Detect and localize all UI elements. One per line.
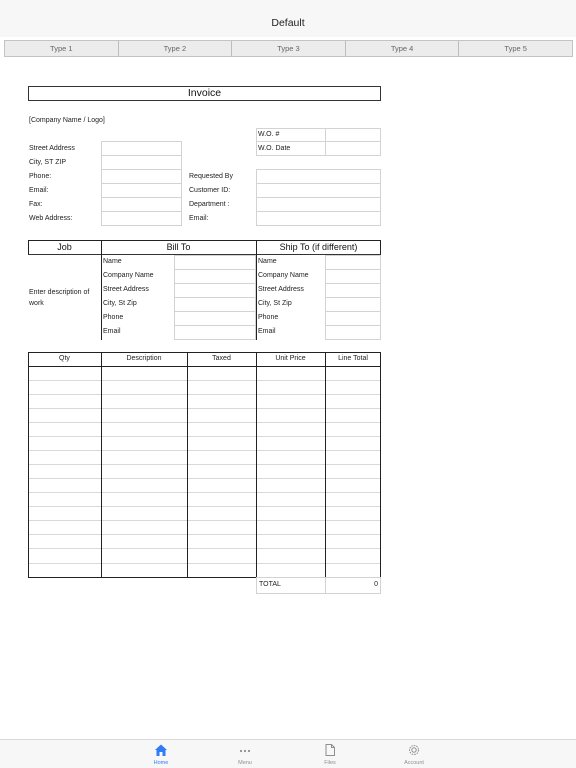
bill-to-header: Bill To [101, 241, 256, 255]
items-col-line [187, 352, 188, 578]
segment-type-1[interactable]: Type 1 [5, 41, 119, 56]
tab-home[interactable] [131, 740, 191, 768]
home-icon [154, 743, 168, 757]
department-field[interactable] [256, 197, 381, 212]
ship-street-label: Street Address [258, 286, 304, 293]
wo-date-label: W.O. Date [258, 145, 291, 152]
street-address-label: Street Address [29, 145, 75, 152]
customer-id-label: Customer ID: [189, 187, 231, 194]
ship-company-field[interactable] [325, 269, 381, 284]
more-dots-icon [238, 743, 252, 757]
table-row[interactable] [28, 548, 381, 549]
table-row[interactable] [28, 380, 381, 381]
segment-type-2[interactable]: Type 2 [119, 41, 233, 56]
city-state-zip-field[interactable] [101, 155, 182, 170]
job-header: Job [28, 241, 101, 255]
segment-type-5[interactable]: Type 5 [504, 44, 527, 53]
requested-by-field[interactable] [256, 169, 381, 184]
ship-city-field[interactable] [325, 297, 381, 312]
bill-phone-field[interactable] [174, 311, 256, 326]
table-row[interactable] [28, 450, 381, 451]
department-label: Department : [189, 201, 230, 208]
table-row[interactable] [28, 408, 381, 409]
ship-phone-field[interactable] [325, 311, 381, 326]
tab-menu-label: Menu [238, 760, 252, 766]
section-left-border [28, 240, 29, 254]
wo-date-field[interactable] [325, 141, 381, 156]
ship-phone-label: Phone [258, 314, 279, 321]
section-divider-2 [256, 240, 257, 340]
tab-account-label: Account [404, 760, 424, 766]
line-total-column-header: Line Total [338, 355, 368, 362]
bill-company-field[interactable] [174, 269, 256, 284]
items-col-line [325, 352, 326, 578]
segment-type-4[interactable]: Type 4 [346, 41, 460, 56]
tab-files[interactable] [300, 740, 360, 768]
tab-bar [0, 739, 576, 768]
ship-to-header: Ship To (if different) [256, 241, 381, 255]
total-value: 0 [374, 581, 378, 588]
items-col-line [380, 352, 381, 578]
table-row[interactable] [28, 394, 381, 395]
table-row[interactable] [28, 422, 381, 423]
web-address-label: Web Address: [29, 215, 73, 222]
contact-email-label: Email: [189, 215, 209, 222]
tab-files-label: Files [324, 760, 336, 766]
total-label: TOTAL [259, 581, 281, 588]
bill-name-label: Name [103, 258, 122, 265]
table-row[interactable] [28, 492, 381, 493]
requested-by-label: Requested By [189, 173, 233, 180]
ship-street-field[interactable] [325, 283, 381, 298]
fax-field[interactable] [101, 197, 182, 212]
bill-phone-label: Phone [103, 314, 124, 321]
company-name-logo[interactable]: [Company Name / Logo] [29, 117, 105, 124]
street-address-field[interactable] [101, 141, 182, 156]
email-field[interactable] [101, 183, 182, 198]
bill-city-field[interactable] [174, 297, 256, 312]
gear-icon [407, 743, 421, 757]
ship-email-label: Email [258, 328, 276, 335]
web-address-field[interactable] [101, 211, 182, 226]
ship-name-field[interactable] [325, 255, 381, 270]
phone-label: Phone: [29, 173, 52, 180]
table-row[interactable] [28, 520, 381, 521]
items-col-line [28, 352, 29, 578]
bill-street-field[interactable] [174, 283, 256, 298]
description-column-header: Description [126, 355, 162, 362]
navigation-bar [0, 0, 576, 37]
phone-field[interactable] [101, 169, 182, 184]
table-row[interactable] [28, 506, 381, 507]
job-description[interactable]: Enter description of work [29, 289, 90, 307]
contact-email-field[interactable] [256, 211, 381, 226]
section-right-border [380, 240, 381, 254]
nav-title: Default [271, 17, 305, 29]
fax-label: Fax: [29, 201, 43, 208]
tab-account[interactable] [384, 740, 444, 768]
taxed-column-header: Taxed [212, 355, 231, 362]
table-row[interactable] [28, 478, 381, 479]
ship-company-label: Company Name [258, 272, 309, 279]
email-label: Email: [29, 187, 49, 194]
bill-email-field[interactable] [174, 325, 256, 340]
customer-id-field[interactable] [256, 183, 381, 198]
table-row[interactable] [28, 464, 381, 465]
segment-type-3[interactable]: Type 3 [232, 41, 346, 56]
bill-name-field[interactable] [174, 255, 256, 270]
document-icon [323, 743, 337, 757]
ship-email-field[interactable] [325, 325, 381, 340]
bill-company-label: Company Name [103, 272, 154, 279]
table-row[interactable] [28, 534, 381, 535]
template-type-segmented-control[interactable] [4, 40, 573, 57]
wo-number-field[interactable] [325, 128, 381, 142]
items-col-line [101, 352, 102, 578]
bill-street-label: Street Address [103, 286, 149, 293]
ship-city-label: City, St Zip [258, 300, 292, 307]
bill-email-label: Email [103, 328, 121, 335]
items-col-line [256, 352, 257, 594]
invoice-title: Invoice [28, 86, 381, 101]
section-divider-1 [101, 240, 102, 340]
bill-city-label: City, St Zip [103, 300, 137, 307]
tab-home-label: Home [153, 760, 169, 766]
unit-price-column-header: Unit Price [275, 355, 306, 362]
tab-menu[interactable] [215, 740, 275, 768]
table-row[interactable] [28, 436, 381, 437]
city-state-zip-label: City, ST ZIP [29, 159, 67, 166]
qty-column-header: Qty [59, 355, 70, 362]
table-row[interactable] [28, 563, 381, 564]
wo-number-label: W.O. # [258, 131, 280, 138]
ship-name-label: Name [258, 258, 277, 265]
